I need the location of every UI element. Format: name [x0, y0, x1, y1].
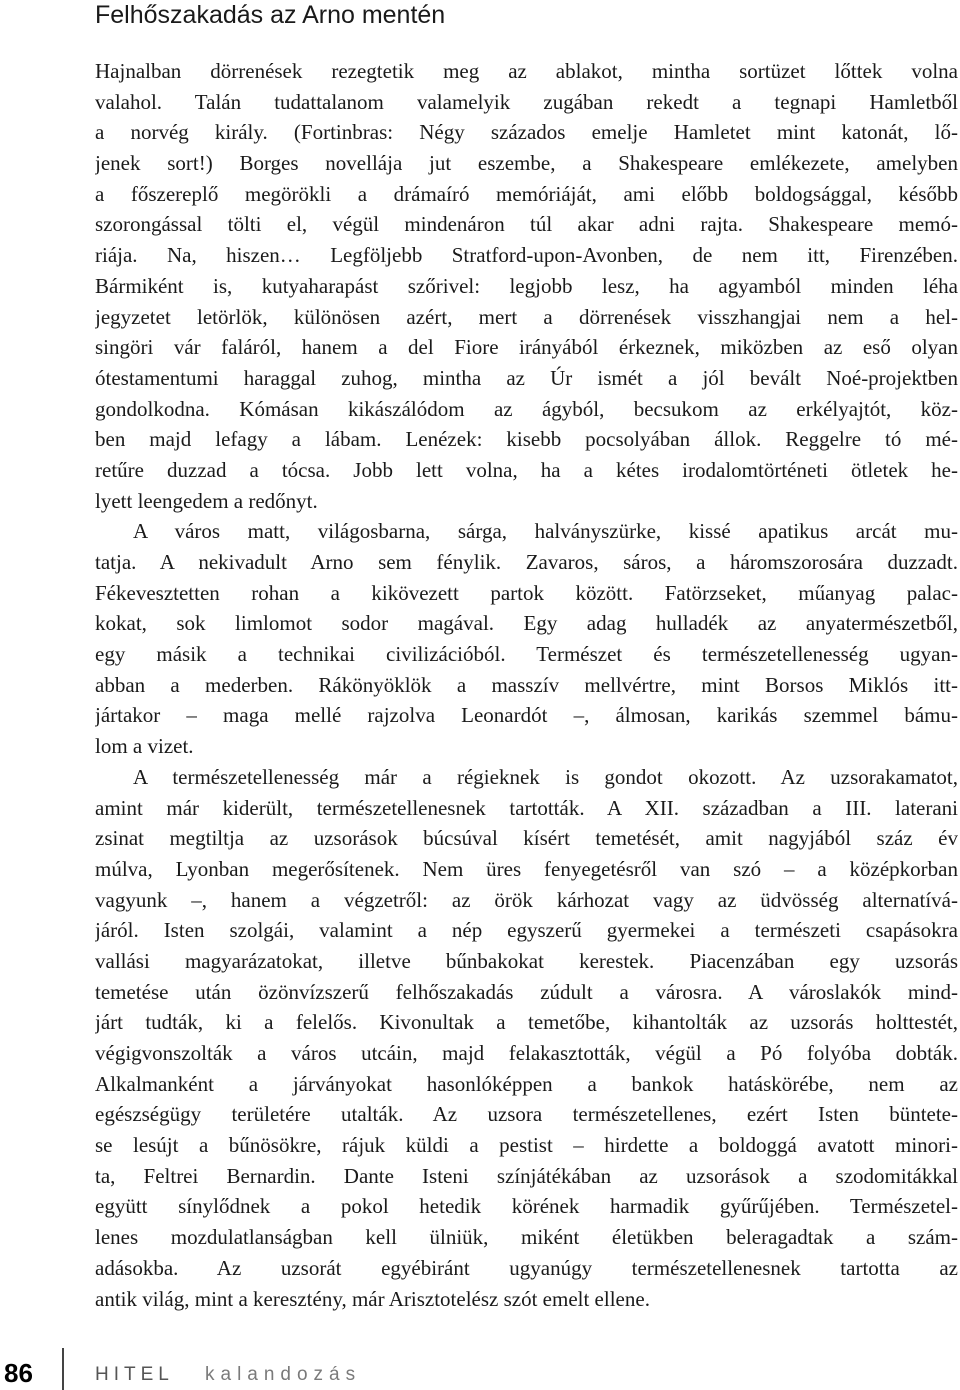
text-line: egy másik a technikai civilizációból. Természet és természetellenesség ugyan-: [95, 642, 958, 667]
text-line: egészségügy területére utalták. Az uzsora természetellenes, ezért Isten büntete-: [95, 1102, 958, 1127]
text-line: Bármiként is, kutyaharapást szőrivel: legjobb lesz, ha agyamból minden léha: [95, 273, 958, 298]
text-line: vagyunk –, hanem a végzetről: az örök kárhozat vagy az üdvösség alternatívá-: [95, 887, 958, 912]
page-number: 86: [4, 1358, 33, 1388]
section-name: kalandozás: [205, 1364, 362, 1385]
text-line: lom a vizet.: [95, 734, 194, 759]
text-line: valahol. Talán tudattalanom valamelyik zugában rekedt a tegnapi Hamletből: [95, 89, 958, 114]
text-line: se lesújt a bűnösökre, rájuk küldi a pestist – hirdette a boldoggá avatott minori-: [95, 1133, 958, 1158]
text-line: adásokba. Az uzsorát egyébiránt ugyanúgy természetellenesnek tartotta az: [95, 1255, 958, 1280]
text-line: temetése után özönvízszerű felhőszakadás zúdult a városra. A városlakók mind-: [95, 979, 958, 1004]
text-line: zsinat megtiltja az uzsorások búcsúval kísért temetését, amit nagyjából száz év: [95, 826, 958, 851]
text-line: ta, Feltrei Bernardin. Dante Isteni színjátékában az uzsorások a szodomitákkal: [95, 1163, 958, 1188]
text-line: A város matt, világosbarna, sárga, halványszürke, kissé apatikus arcát mu-: [133, 519, 958, 544]
text-line: retűre duzzad a tócsa. Jobb lett volna, ha a kétes irodalomtörténeti ötletek he-: [95, 457, 958, 482]
text-line: a norvég király. (Fortinbras: Négy százados emelje Hamletet mint katonát, lő-: [95, 120, 958, 145]
text-line: ben majd lefagy a lábam. Lenézek: kisebb pocsolyában állok. Reggelre tó mé-: [95, 427, 958, 452]
text-line: együtt sínylődnek a pokol hetedik körének harmadik gyűrűjében. Természetel-: [95, 1194, 958, 1219]
text-line: vallási magyarázatokat, illetve bűnbakokat kerestek. Piacenzában egy uzsorás: [95, 948, 958, 973]
text-line: jártakor – maga mellé rajzolva Leonardót –, álmosan, karikás szemmel bámu-: [95, 703, 958, 728]
text-line: lenes mozdulatlanságban kell ülniük, miként életükben beleragadtak a szám-: [95, 1225, 958, 1250]
text-line: gondolkodna. Kómásan kikászálódom az ágyból, becsukom az erkélyajtót, köz-: [95, 396, 958, 421]
text-line: tatja. A nekivadult Arno sem fénylik. Zavaros, sáros, a háromszorosára duzzadt.: [95, 550, 958, 574]
text-line: A természetellenesség már a régieknek is gondot okozott. Az uzsorakamatot,: [133, 764, 958, 789]
text-line: singöri vár faláról, hanem a del Fiore irányából érkeznek, miközben az eső olyan: [95, 335, 958, 360]
text-line: a főszereplő megörökli a drámaíró memóriáját, ami előbb boldogsággal, később: [95, 181, 958, 206]
text-line: jenek sort!) Borges novellája jut eszembe, a Shakespeare emlékezete, amelyben: [95, 151, 958, 176]
text-line: amint már kiderült, természetellenesnek tartották. A XII. században a III. laterani: [95, 795, 958, 820]
text-line: abban a mederben. Rákönyöklök a masszív mellvértre, mint Borsos Miklós itt-: [95, 672, 958, 697]
text-line: végigvonszolták a város utcáin, majd felakasztották, végül a Pó folyóba dobták.: [95, 1041, 958, 1065]
page-footer: [0, 1358, 960, 1390]
text-line: járól. Isten szolgái, valamint a nép egyszerű gyermekei a természeti csapásokra: [95, 918, 958, 943]
article-body: [95, 56, 958, 1314]
article-title: Felhőszakadás az Arno mentén: [95, 1, 446, 29]
text-line: múlva, Lyonban megerősítenek. Nem üres fenyegetésről van szó – a középkorban: [95, 856, 958, 881]
text-line: ótestamentumi haraggal zuhog, mintha az Úr ismét a jól bevált Noé-projektben: [95, 365, 958, 390]
text-line: antik világ, mint a keresztény, már Arisztotelész szót emelt ellene.: [95, 1286, 650, 1311]
text-line: szorongással tölti el, végül mindenáron túl akar adni rajta. Shakespeare memó-: [95, 212, 958, 237]
text-line: Alkalmanként a járványokat hasonlóképpen a bankok hatáskörébe, nem az: [95, 1071, 958, 1096]
footer-divider: [62, 1348, 64, 1390]
text-line: Fékevesztetten rohan a kikövezett partok között. Fatörzseket, műanyag palac-: [95, 580, 958, 605]
journal-name: HITEL: [95, 1364, 174, 1385]
text-line: lyett leengedem a redőnyt.: [95, 488, 318, 513]
text-line: Hajnalban dörrenések rezegtetik meg az ablakot, mintha sortüzet lőttek volna: [95, 59, 958, 83]
text-line: riája. Na, hiszen… Legföljebb Stratford-upon-Avonben, de nem itt, Firenzében.: [95, 243, 958, 268]
text-line: jegyzetet letörlök, különösen azért, mert a dörrenések visszhangjai nem a hel-: [95, 304, 958, 329]
text-line: járt tudták, ki a felelős. Kivonultak a temetőbe, kihantolták az uzsorás holttestét,: [95, 1010, 958, 1035]
text-line: kokat, sok limlomot sodor magával. Egy adag hulladék az anyatermészetből,: [95, 611, 958, 636]
